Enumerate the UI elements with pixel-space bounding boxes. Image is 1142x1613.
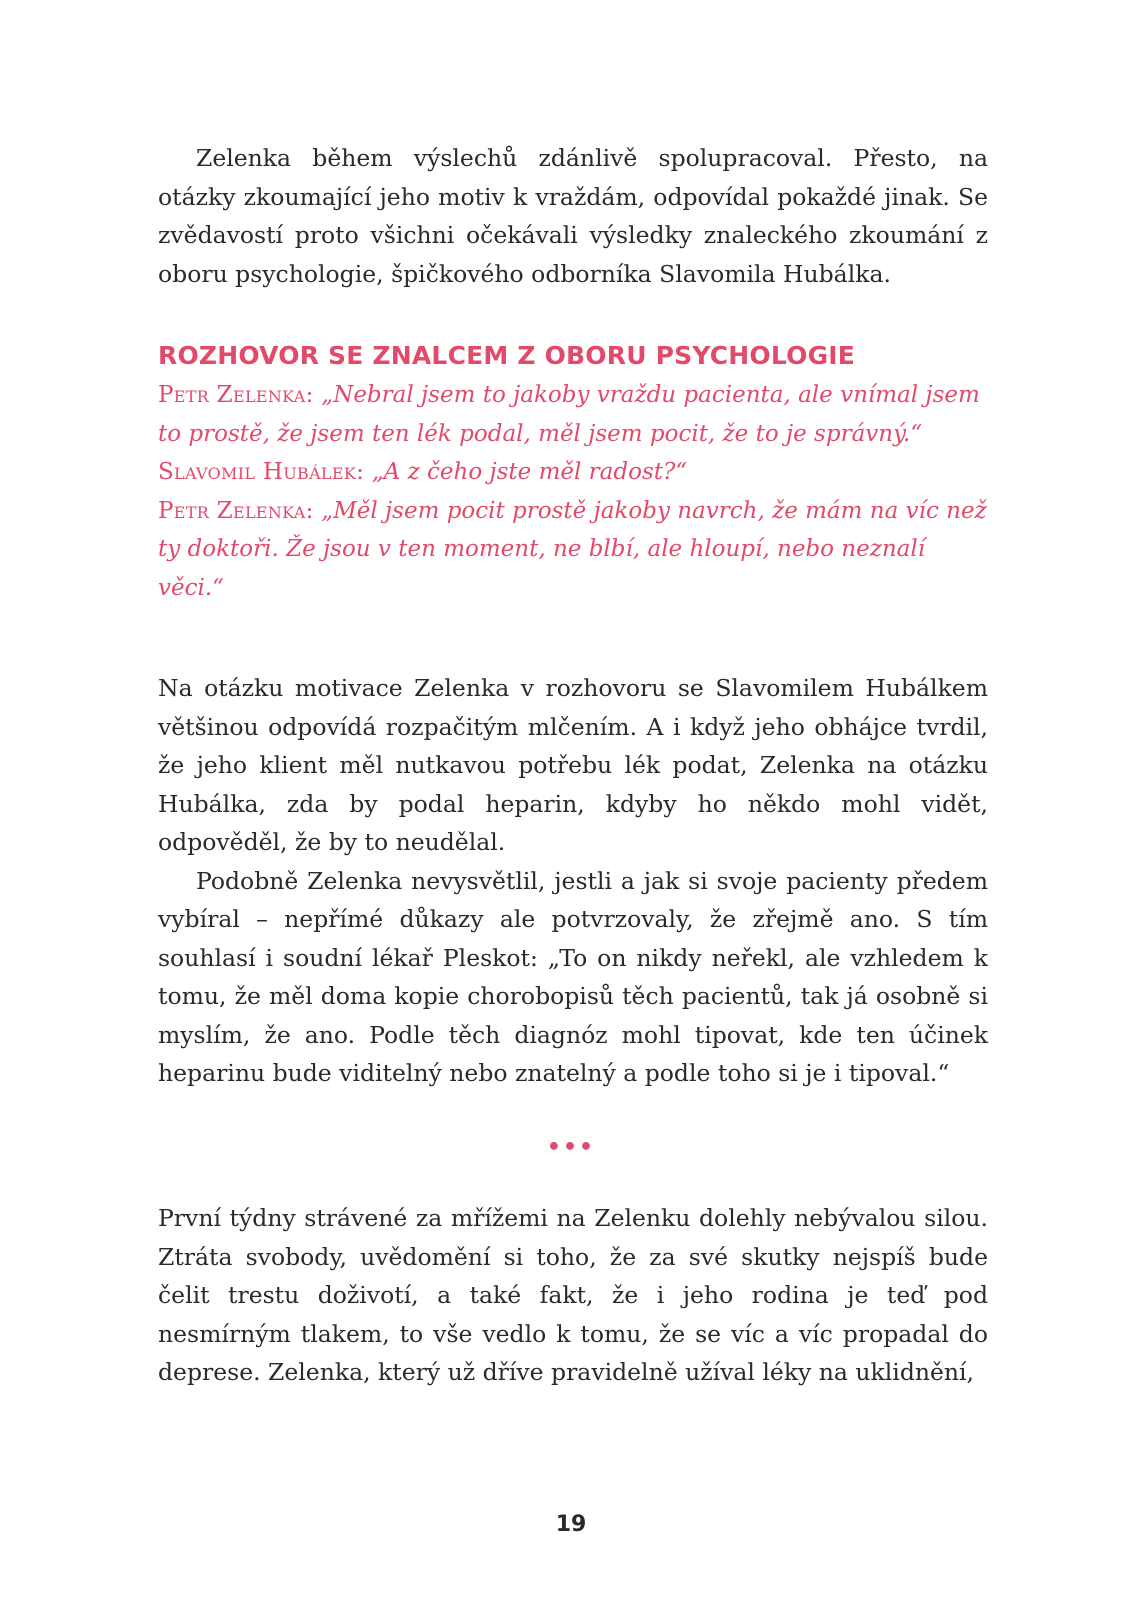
page-number: 19 [555,1512,587,1537]
paragraph-intro: Zelenka během výslechů zdánlivě spolupracoval. Přesto, na otázky zkoumající jeho motiv k vraždám, odpovídal pokaždé jinak. Se zvědavostí proto všichni očekávali výsledky znaleckého zkoumání z oboru psychologie, špičkového odborníka Slavomila Hubálka. [158,144,988,288]
paragraph-prison: První týdny strávené za mřížemi na Zelenku dolehly nebývalou silou. Ztráta svobody, uvědomění si toho, že za své skutky nejspíš bude čelit trestu doživotí, a také fakt, že i jeho rodina je teď pod nesmírným tlakem, to vše vedlo k tomu, že se víc a víc propadal do deprese. Zelenka, který už dříve pravidelně užíval léky na uklidnění, [158,1204,988,1386]
dialogue-quote: „A z čeho jste měl radost?“ [371,459,688,485]
dialogue-quote: „Měl jsem pocit prostě jakoby navrch, že mám na víc než ty doktoři. Že jsou v ten moment, ne blbí, ale hloupí, nebo neznalí věci.“ [158,497,987,601]
dialogue-quote: „Nebral jsem to jakoby vraždu pacienta, ale vnímal jsem to prostě, že jsem ten lék podal, měl jsem pocit, že to je správný.“ [158,382,980,447]
section-heading: ROZHOVOR SE ZNALCEM Z OBORU PSYCHOLOGIE [158,341,856,370]
dialogue-speaker: Petr Zelenka: [158,382,322,408]
dialogue-speaker: Petr Zelenka: [158,497,322,524]
dialogue-line [158,492,988,608]
intro-text [158,139,988,293]
dialogue-line [158,453,988,492]
dialogue-speaker: Slavomil Hubálek: [158,459,372,485]
section-separator: ••• [546,1135,596,1160]
paragraph-selection: Podobně Zelenka nevysvětlil, jestli a jak si svoje pacienty předem vybíral – nepřímé důkazy ale potvrzovaly, že zřejmě ano. S tím souhlasí i soudní lékař Pleskot: „To on nikdy neřekl, ale vzhledem k tomu, že měl doma kopie chorobopisů těch pacientů, tak já osobně si myslím, že ano. Podle těch diagnóz mohl tipovat, kde ten účinek heparinu bude viditelný nebo znatelný a podle toho si je i tipoval.“ [158,866,988,1087]
bottom-text [158,1199,988,1392]
paragraph-motivation: Na otázku motivace Zelenka v rozhovoru se Slavomilem Hubálkem většinou odpovídá rozpačitým mlčením. A i když jeho obhájce tvrdil, že jeho klient měl nutkavou potřebu lék podat, Zelenka na otázku Hubálka, zda by podal heparin, kdyby ho někdo mohl vidět, odpověděl, že by to neudělal. [158,674,988,856]
middle-text [158,669,988,1093]
dialogue-line [158,376,988,453]
interview-dialogue [158,376,988,607]
